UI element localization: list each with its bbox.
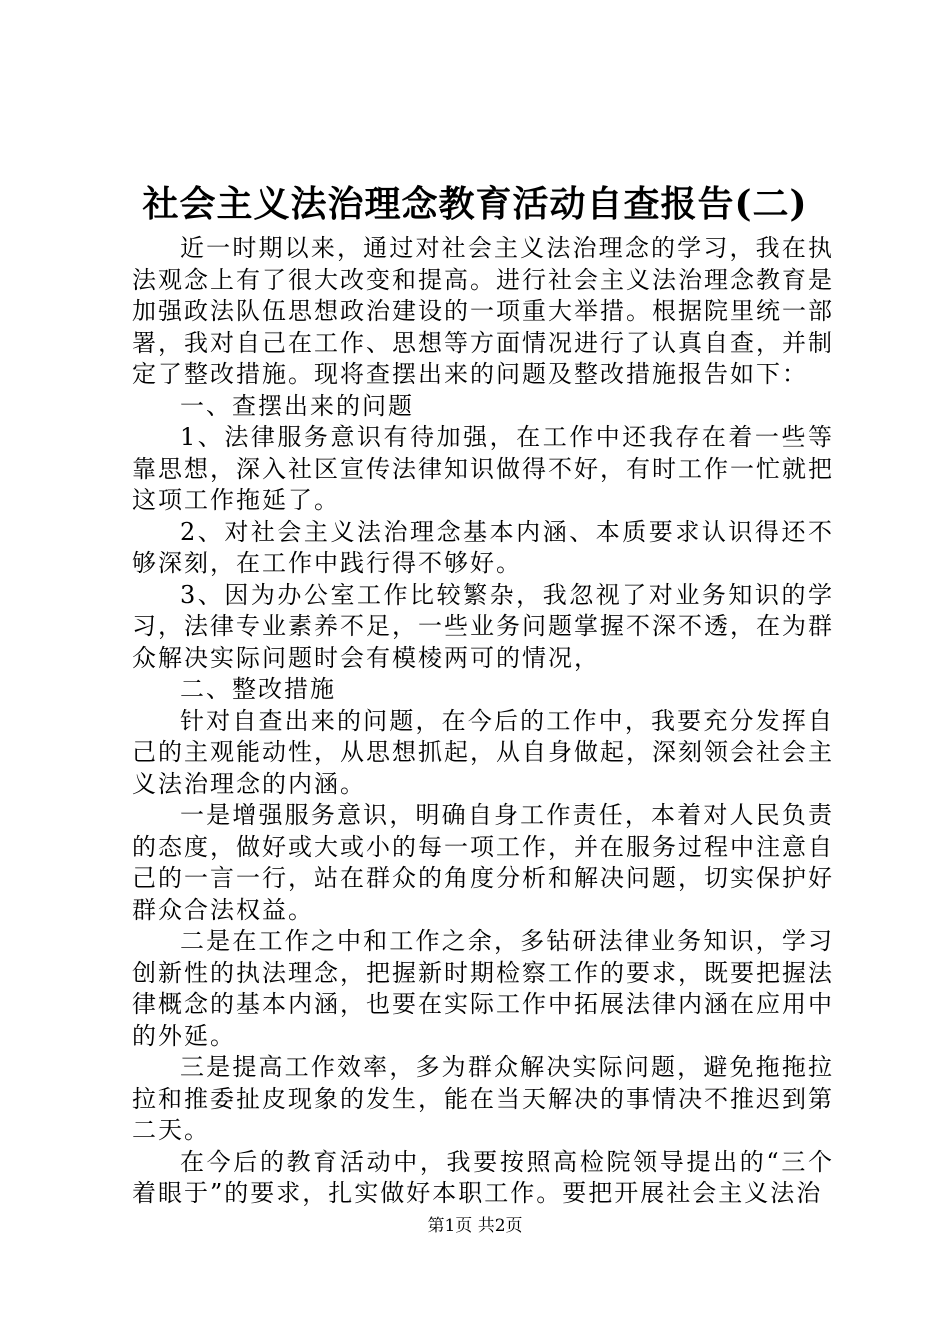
paragraph-conclusion: 在今后的教育活动中，我要按照高检院领导提出的“三个着眼于”的要求，扎实做好本职工作。要把开展社会主义法治 [132, 1147, 834, 1207]
paragraph-measure-3: 三是提高工作效率，多为群众解决实际问题，避免拖拖拉拉和推委扯皮现象的发生，能在当天解决的事情决不推迟到第二天。 [132, 1053, 834, 1144]
paragraph-problem-3: 3、因为办公室工作比较繁杂，我忽视了对业务知识的学习，法律专业素养不足，一些业务问题掌握不深不透，在为群众解决实际问题时会有模棱两可的情况， [132, 580, 834, 672]
document-body [132, 233, 834, 1210]
section-heading-measures: 二、整改措施 [180, 675, 336, 703]
paragraph-measure-1: 一是增强服务意识，明确自身工作责任，本着对人民负责的态度，做好或大或小的每一项工作，并在服务过程中注意自己的一言一行，站在群众的角度分析和解决问题，切实保护好群众合法权益。 [132, 801, 834, 924]
document-title: 社会主义法治理念教育活动自查报告(二) [142, 183, 808, 225]
paragraph-problem-1: 1、法律服务意识有待加强，在工作中还我存在着一些等靠思想，深入社区宣传法律知识做得不好，有时工作一忙就把这项工作拖延了。 [132, 423, 834, 514]
paragraph-intro: 近一时期以来，通过对社会主义法治理念的学习，我在执法观念上有了很大改变和提高。进行社会主义法治理念教育是加强政法队伍思想政治建设的一项重大举措。根据院里统一部署，我对自己在工作、思想等方面情况进行了认真自查，并制定了整改措施。现将查摆出来的问题及整改措施报告如下： [132, 234, 834, 388]
paragraph-problem-2: 2、对社会主义法治理念基本内涵、本质要求认识得还不够深刻，在工作中践行得不够好。 [132, 517, 834, 577]
paragraph-measures-intro: 针对自查出来的问题，在今后的工作中，我要充分发挥自己的主观能动性，从思想抓起，从自身做起，深刻领会社会主义法治理念的内涵。 [132, 706, 834, 798]
paragraph-measure-2: 二是在工作之中和工作之余，多钻研法律业务知识，学习创新性的执法理念，把握新时期检察工作的要求，既要把握法律概念的基本内涵，也要在实际工作中拓展法律内涵在应用中的外延。 [132, 927, 834, 1050]
section-heading-problems: 一、查摆出来的问题 [180, 391, 414, 420]
page-footer: 第1页 共2页 [427, 1216, 523, 1236]
